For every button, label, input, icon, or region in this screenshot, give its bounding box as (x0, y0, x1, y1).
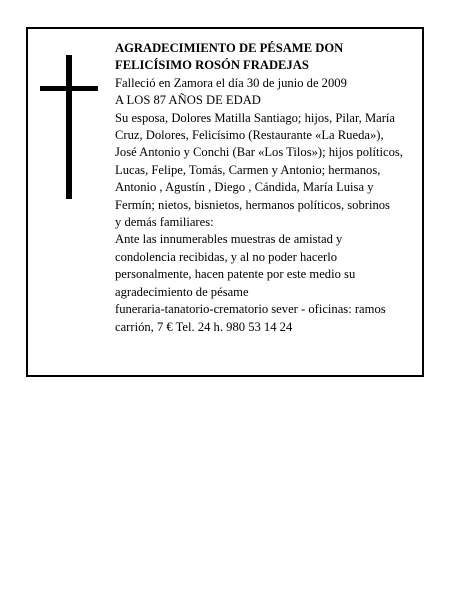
cross-icon (40, 55, 98, 199)
death-date-line: Falleció en Zamora el día 30 de junio de 2009 (115, 75, 347, 90)
family-line: Su esposa, Dolores Matilla Santiago; hijos, Pilar, María (115, 110, 396, 125)
cross-vertical-bar (66, 55, 72, 199)
funeral-home-line: carrión, 7 € Tel. 24 h. 980 53 14 24 (115, 319, 293, 334)
family-line: Antonio , Agustín , Diego , Cándida, María Luisa y (115, 180, 374, 195)
family-line: Lucas, Felipe, Tomás, Carmen y Antonio; hermanos, (115, 162, 381, 177)
thanks-line: agradecimiento de pésame (115, 284, 249, 299)
notice-title-line: FELICÍSIMO ROSÓN FRADEJAS (115, 58, 309, 73)
thanks-line: personalmente, hacen patente por este medio su (115, 267, 356, 282)
age-line: A LOS 87 AÑOS DE EDAD (115, 93, 261, 108)
obituary-notice-frame (26, 27, 424, 377)
thanks-line: Ante las innumerables muestras de amistad y (115, 232, 343, 247)
family-line: Cruz, Dolores, Felicísimo (Restaurante «La Rueda»), (115, 128, 384, 143)
funeral-home-line: funeraria-tanatorio-crematorio sever - oficinas: ramos (115, 302, 386, 317)
cross-horizontal-bar (40, 86, 98, 91)
family-line: y demás familiares: (115, 215, 214, 230)
notice-title-line: AGRADECIMIENTO DE PÉSAME DON (115, 41, 344, 55)
thanks-line: condolencia recibidas, y al no poder hacerlo (115, 249, 338, 264)
notice-text (115, 40, 423, 336)
family-line: Fermín; nietos, bisnietos, hermanos políticos, sobrinos (115, 197, 390, 212)
family-line: José Antonio y Conchi (Bar «Los Tilos»); hijos políticos, (115, 145, 403, 160)
